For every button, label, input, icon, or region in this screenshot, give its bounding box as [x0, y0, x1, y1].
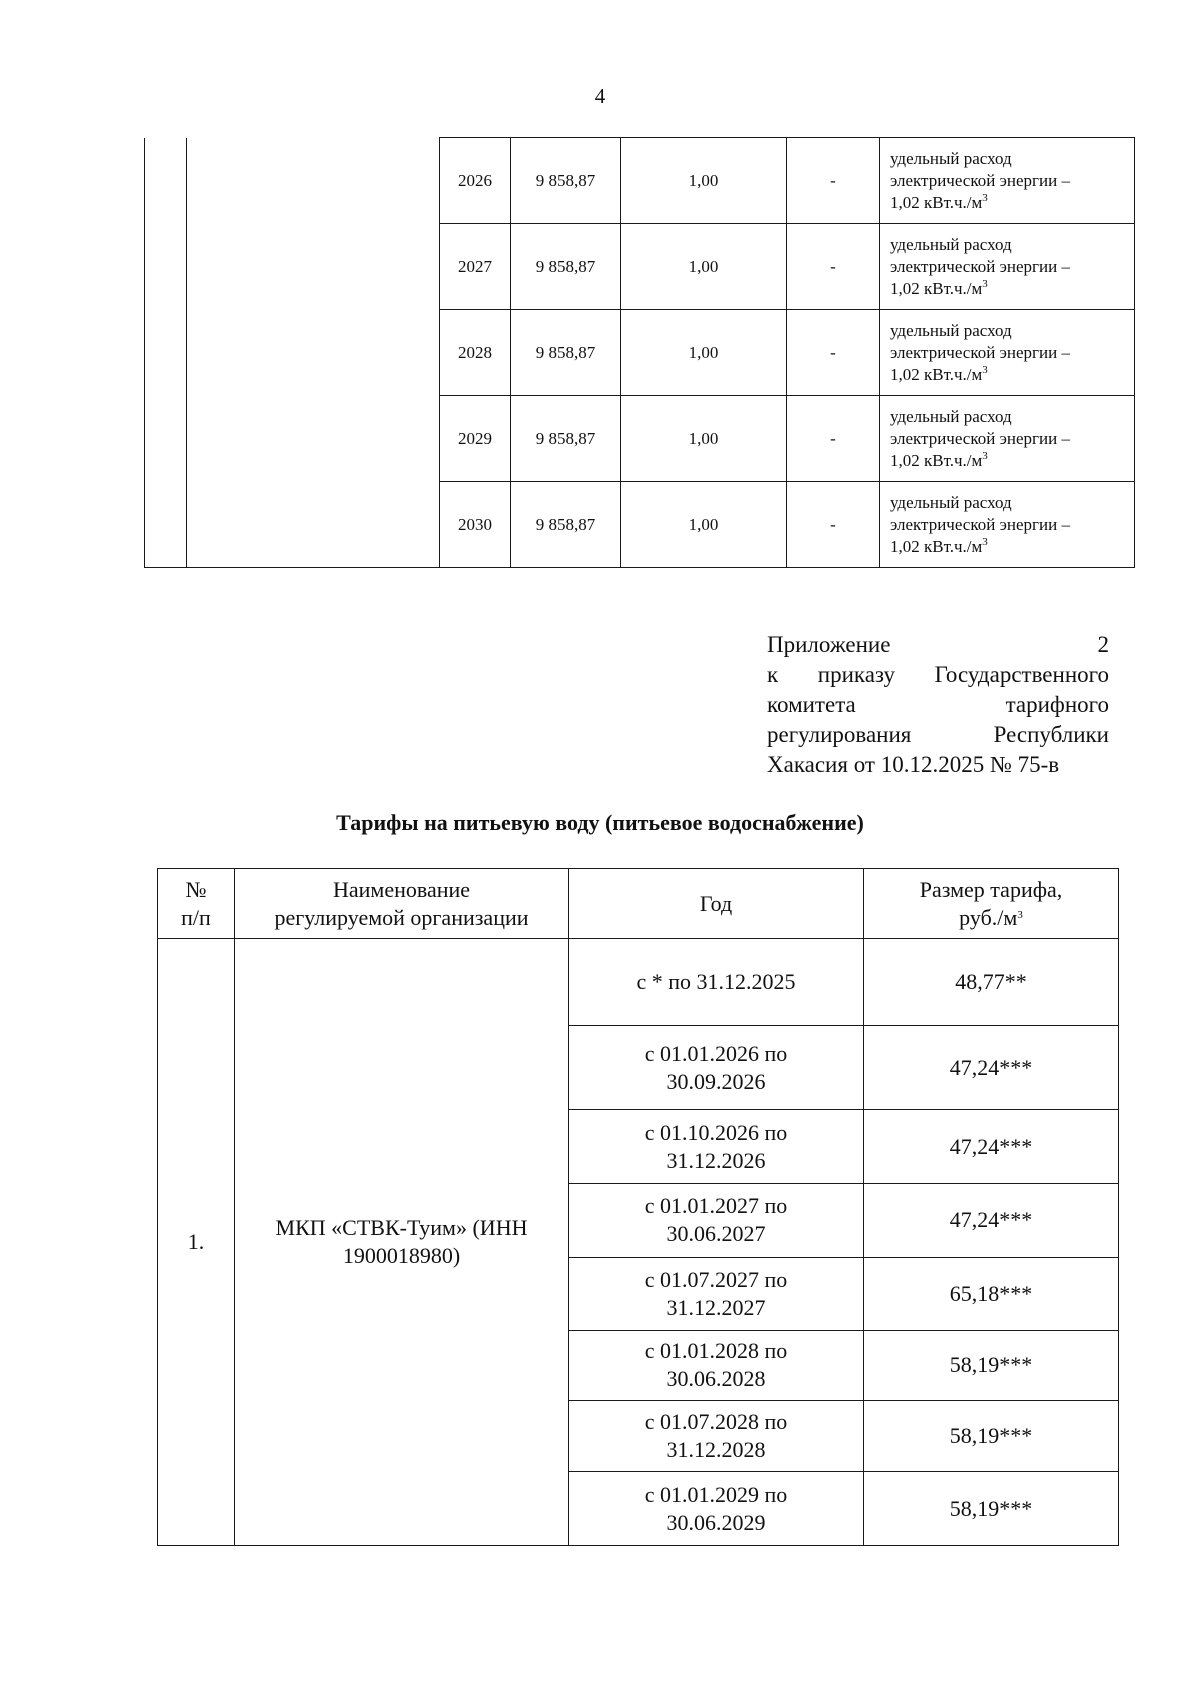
empty-cell: [145, 138, 187, 568]
note-line: электрической энергии –: [890, 256, 1070, 276]
note-line: удельный расход: [890, 234, 1012, 254]
tariff-table: [157, 868, 1119, 1546]
note-cell: [880, 310, 1135, 396]
note-line: электрической энергии –: [890, 428, 1070, 448]
page-number: 4: [594, 84, 606, 108]
tariff-cell: 58,19***: [864, 1331, 1119, 1401]
period-cell: с 01.10.2026 по 31.12.2026: [569, 1110, 864, 1184]
organization-cell: МКП «СТВК-Туим» (ИНН 1900018980): [235, 939, 569, 1546]
year-cell: 2028: [440, 310, 511, 396]
year-cell: 2027: [440, 224, 511, 310]
coef-cell: 1,00: [621, 310, 787, 396]
document-title: Тарифы на питьевую воду (питьевое водоснабжение): [336, 810, 864, 835]
year-cell: 2030: [440, 482, 511, 568]
tariff-cell: 48,77**: [864, 939, 1119, 1026]
dash-cell: -: [787, 138, 880, 224]
header-organization: Наименование регулируемой организации: [235, 869, 569, 939]
note-cell: [880, 138, 1135, 224]
appendix-line: комитета тарифного: [767, 692, 1109, 717]
tariff-cell: 58,19***: [864, 1400, 1119, 1472]
note-line: удельный расход: [890, 406, 1012, 426]
period-cell: с 01.01.2028 по 30.06.2028: [569, 1331, 864, 1401]
coef-cell: 1,00: [621, 396, 787, 482]
period-cell: с * по 31.12.2025: [569, 939, 864, 1026]
tariff-cell: 47,24***: [864, 1110, 1119, 1184]
note-line: электрической энергии –: [890, 342, 1070, 362]
row-number-cell: 1.: [158, 939, 235, 1546]
note-line: 1,02 $кВт.ч./м^3$: [890, 535, 988, 556]
value-cell: 9 858,87: [511, 396, 621, 482]
header-year: Год: [569, 869, 864, 939]
value-cell: 9 858,87: [511, 482, 621, 568]
period-cell: с 01.07.2028 по 31.12.2028: [569, 1400, 864, 1472]
note-line: электрической энергии –: [890, 170, 1070, 190]
header-tariff: Размер тарифа, $руб./м^3$: [864, 869, 1119, 939]
note-cell: [880, 224, 1135, 310]
empty-cell: [187, 138, 440, 568]
note-line: 1,02 $кВт.ч./м^3$: [890, 363, 988, 384]
note-line: удельный расход: [890, 320, 1012, 340]
note-line: 1,02 $кВт.ч./м^3$: [890, 191, 988, 212]
note-line: электрической энергии –: [890, 514, 1070, 534]
note-line: удельный расход: [890, 492, 1012, 512]
period-cell: с 01.01.2029 по 30.06.2029: [569, 1472, 864, 1546]
note-cell: [880, 482, 1135, 568]
coef-cell: 1,00: [621, 482, 787, 568]
note-line: удельный расход: [890, 148, 1012, 168]
period-cell: с 01.01.2026 по 30.09.2026: [569, 1025, 864, 1110]
note-cell: [880, 396, 1135, 482]
value-cell: 9 858,87: [511, 310, 621, 396]
tariff-cell: 58,19***: [864, 1472, 1119, 1546]
tariff-cell: 65,18***: [864, 1257, 1119, 1331]
tariff-cell: 47,24***: [864, 1025, 1119, 1110]
note-line: 1,02 $кВт.ч./м^3$: [890, 277, 988, 298]
appendix-line: регулирования Республики: [767, 722, 1109, 747]
value-cell: 9 858,87: [511, 138, 621, 224]
appendix-line: к приказу Государственного: [767, 662, 1109, 687]
continuation-table: [144, 137, 1135, 568]
coef-cell: 1,00: [621, 138, 787, 224]
dash-cell: -: [787, 224, 880, 310]
dash-cell: -: [787, 310, 880, 396]
year-cell: 2029: [440, 396, 511, 482]
coef-cell: 1,00: [621, 224, 787, 310]
period-cell: с 01.07.2027 по 31.12.2027: [569, 1257, 864, 1331]
table-row: [158, 939, 1119, 1026]
year-cell: 2026: [440, 138, 511, 224]
appendix-block: [767, 630, 1109, 780]
table-header-row: [158, 869, 1119, 939]
appendix-line: Хакасия от 10.12.2025 № 75-в: [767, 752, 1060, 777]
header-number: № п/п: [158, 869, 235, 939]
note-line: 1,02 $кВт.ч./м^3$: [890, 449, 988, 470]
table-row: [145, 138, 1135, 224]
value-cell: 9 858,87: [511, 224, 621, 310]
tariff-cell: 47,24***: [864, 1183, 1119, 1257]
period-cell: с 01.01.2027 по 30.06.2027: [569, 1183, 864, 1257]
appendix-line: Приложение 2: [767, 632, 1109, 657]
dash-cell: -: [787, 482, 880, 568]
dash-cell: -: [787, 396, 880, 482]
